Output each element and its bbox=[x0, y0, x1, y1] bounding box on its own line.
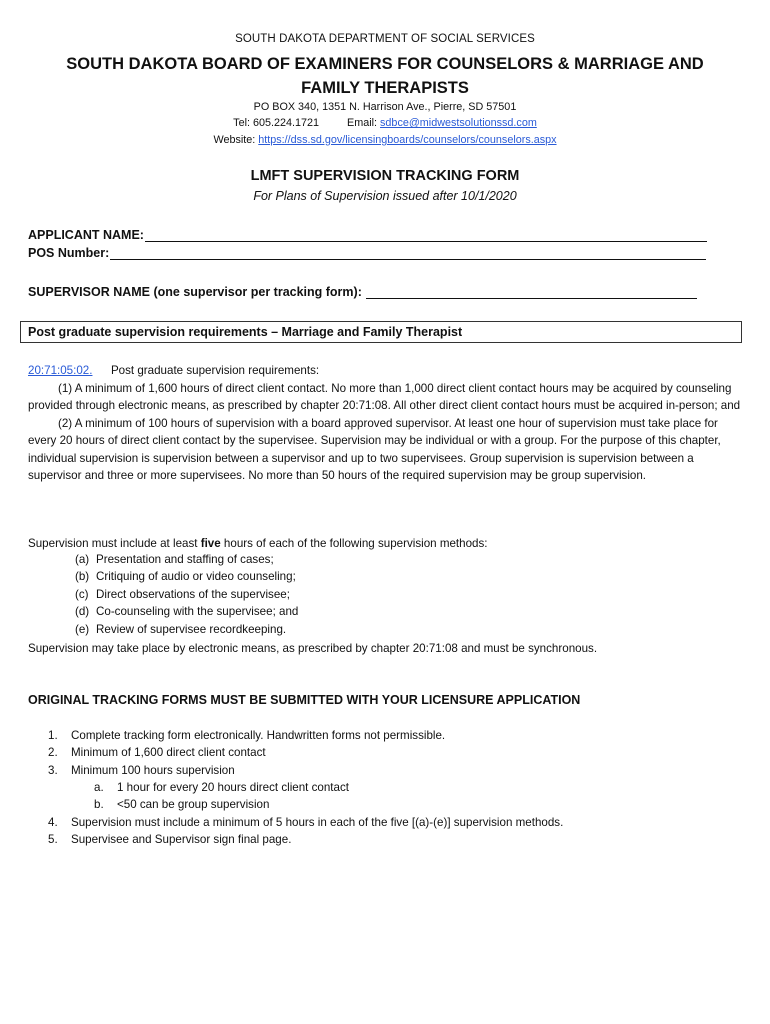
board-title-line2: FAMILY THERAPISTS bbox=[301, 79, 469, 97]
method-item bbox=[75, 623, 286, 636]
pos-number-label: POS Number: bbox=[28, 246, 110, 260]
checklist-text: Minimum of 1,600 direct client contact bbox=[71, 746, 266, 759]
contact-line bbox=[0, 117, 770, 129]
checklist-subitem bbox=[94, 798, 269, 811]
board-title bbox=[60, 52, 710, 100]
method-item bbox=[75, 570, 296, 583]
supervisor-name-blank[interactable] bbox=[366, 286, 697, 299]
checklist-number: 2. bbox=[48, 746, 58, 759]
checklist-item bbox=[48, 729, 445, 742]
department-name: SOUTH DAKOTA DEPARTMENT OF SOCIAL SERVICES bbox=[235, 33, 535, 45]
method-label: (c) bbox=[75, 588, 89, 601]
telephone: Tel: 605.224.1721 bbox=[233, 117, 320, 129]
checklist-subtext: 1 hour for every 20 hours direct client contact bbox=[117, 781, 349, 794]
checklist-item bbox=[48, 816, 563, 829]
checklist-subtext: <50 can be group supervision bbox=[117, 798, 270, 811]
methods-intro-text-end: hours of each of the following supervision methods: bbox=[220, 537, 488, 550]
rule-line bbox=[28, 362, 742, 380]
checklist-text: Supervisee and Supervisor sign final page. bbox=[71, 833, 292, 846]
email-label: Email: bbox=[347, 117, 378, 129]
method-text: Critiquing of audio or video counseling; bbox=[96, 570, 296, 583]
method-label: (a) bbox=[75, 553, 90, 566]
form-subtitle: For Plans of Supervision issued after 10/1/2020 bbox=[253, 189, 517, 203]
requirements-heading-box: Post graduate supervision requirements – Marriage and Family Therapist bbox=[20, 321, 742, 343]
checklist-text: Supervision must include a minimum of 5 hours in each of the five [(a)-(e)] supervision methods. bbox=[71, 816, 564, 829]
submission-title: ORIGINAL TRACKING FORMS MUST BE SUBMITTED WITH YOUR LICENSURE APPLICATION bbox=[28, 693, 581, 707]
form-title: LMFT SUPERVISION TRACKING FORM bbox=[250, 168, 520, 184]
checklist-text: Minimum 100 hours supervision bbox=[71, 764, 235, 777]
method-item bbox=[75, 588, 290, 601]
methods-intro-text: Supervision must include at least bbox=[28, 537, 201, 550]
checklist-subnumber: b. bbox=[94, 798, 104, 811]
board-title-line1: SOUTH DAKOTA BOARD OF EXAMINERS FOR COUNSELORS & MARRIAGE AND bbox=[66, 55, 704, 73]
supervisor-name-label: SUPERVISOR NAME (one supervisor per tracking form): bbox=[28, 285, 362, 299]
method-label: (e) bbox=[75, 623, 90, 636]
method-label: (b) bbox=[75, 570, 90, 583]
checklist-number: 3. bbox=[48, 764, 58, 777]
checklist-subnumber: a. bbox=[94, 781, 104, 794]
supervisor-name-field[interactable] bbox=[28, 285, 697, 299]
methods-intro-bold: five bbox=[200, 537, 221, 550]
method-label: (d) bbox=[75, 605, 90, 618]
applicant-name-label: APPLICANT NAME: bbox=[28, 228, 144, 242]
website-label: Website: bbox=[213, 134, 256, 146]
method-item bbox=[75, 605, 298, 618]
rule-link[interactable]: 20:71:05:02. bbox=[28, 364, 93, 377]
rule-title: Post graduate supervision requirements: bbox=[110, 364, 320, 377]
applicant-name-field[interactable] bbox=[28, 228, 707, 242]
requirement-paragraph-2: (2) A minimum of 100 hours of supervision with a board approved supervisor. At least one hour of supervision must take place for every 20 hours of direct client contact by the supervisee. Supervision may be individual or with a group. For the purpose of this chapter, individual supervision is supervision between a supervisor and up to two supervisees. Group supervision is supervision between a supervisor and three or more supervisees. No more than 50 hours of the required supervision may be group supervision. bbox=[28, 416, 721, 482]
website-link[interactable]: https://dss.sd.gov/licensingboards/counselors/counselors.aspx bbox=[258, 134, 557, 146]
requirement-paragraph-1: (1) A minimum of 1,600 hours of direct client contact. No more than 1,000 direct client contact hours may be acquired by counseling provided through electronic means, as prescribed by chapter 20:71:08. All other direct client contact hours must be acquired in-person; and bbox=[28, 381, 741, 412]
requirements-body bbox=[28, 362, 742, 485]
checklist-number: 1. bbox=[48, 729, 58, 742]
methods-intro bbox=[28, 535, 742, 553]
website-line bbox=[0, 134, 770, 146]
checklist-subitem bbox=[94, 781, 349, 794]
method-text: Presentation and staffing of cases; bbox=[96, 553, 274, 566]
applicant-name-blank[interactable] bbox=[145, 229, 707, 242]
checklist-item bbox=[48, 764, 235, 777]
method-text: Review of supervisee recordkeeping. bbox=[96, 623, 287, 636]
checklist-number: 5. bbox=[48, 833, 58, 846]
checklist-number: 4. bbox=[48, 816, 58, 829]
method-text: Direct observations of the supervisee; bbox=[96, 588, 290, 601]
checklist-item bbox=[48, 833, 291, 846]
checklist-item bbox=[48, 746, 266, 759]
checklist-text: Complete tracking form electronically. Handwritten forms not permissible. bbox=[71, 729, 446, 742]
email-link[interactable]: sdbce@midwestsolutionssd.com bbox=[380, 117, 537, 129]
pos-number-blank[interactable] bbox=[110, 247, 706, 260]
electronic-note: Supervision may take place by electronic means, as prescribed by chapter 20:71:08 and must be synchronous. bbox=[28, 642, 598, 655]
pos-number-field[interactable] bbox=[28, 246, 706, 260]
method-item bbox=[75, 553, 274, 566]
method-text: Co-counseling with the supervisee; and bbox=[96, 605, 299, 618]
board-address: PO BOX 340, 1351 N. Harrison Ave., Pierre, SD 57501 bbox=[253, 101, 517, 113]
